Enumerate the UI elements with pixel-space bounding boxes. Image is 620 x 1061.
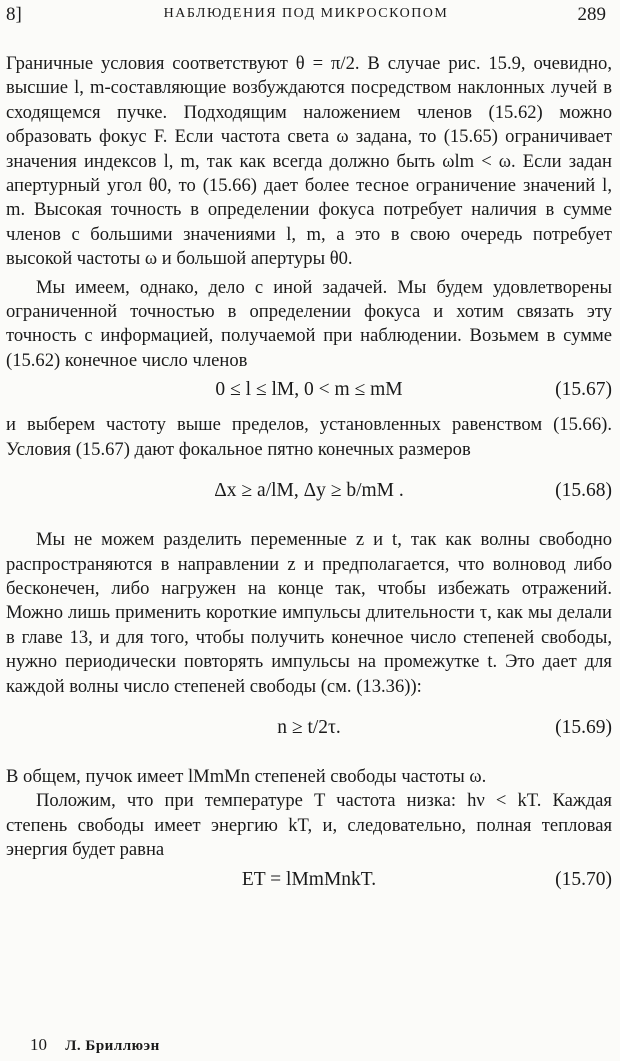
- equation-number: (15.67): [555, 379, 612, 401]
- sheet-number: 10: [30, 1035, 47, 1054]
- equation-number: (15.68): [555, 480, 612, 502]
- equation-formula: n ≥ t/2τ.: [277, 716, 341, 738]
- running-title: НАБЛЮДЕНИЯ ПОД МИКРОСКОПОМ: [163, 6, 449, 21]
- page-header: [6, 4, 606, 28]
- equation-number: (15.69): [555, 716, 612, 738]
- signature-author: Л. Бриллюэн: [65, 1038, 160, 1054]
- paragraph: и выберем частоту выше пределов, установленных равенством (15.66). Условия (15.67) дают фокальное пятно конечных размеров: [6, 414, 612, 460]
- page-body: [6, 52, 612, 903]
- equation: [6, 373, 612, 413]
- page-number: 289: [577, 4, 606, 25]
- equation: [6, 699, 612, 765]
- paragraph: Граничные условия соответствуют θ = π/2. В случае рис. 15.9, очевидно, высшие l, m-составляющие возбуждаются посредством наклонных лучей в сходящемся пучке. Подходящим наложением членов (15.62) можно образовать фокус F. Если частота света ω задана, то (15.65) ограничивает значения индексов l, m, так как всегда должно быть ωlm < ω. Если задан апертурный угол θ0, то (15.66) дает более тесное ограничение значений l, m. Высокая точность в определении фокуса потребует наличия в сумме членов с большими значениями l, m, а это в свою очередь потребует высокой частоты ω и большой апертуры θ0.: [6, 53, 612, 270]
- equation-formula: ET = lMmMnkT.: [241, 868, 377, 890]
- paragraph: Мы имеем, однако, дело с иной задачей. Мы будем удовлетворены ограниченной точностью в определении фокуса и хотим связать эту точность с информацией, получаемой при наблюдении. Возьмем в сумме (15.62) конечное число членов: [6, 276, 612, 371]
- equation-number: (15.70): [555, 868, 612, 890]
- section-marker: 8]: [6, 4, 22, 25]
- equation-formula: Δx ≥ a/lM, Δy ≥ b/mM .: [214, 480, 404, 502]
- paragraph: В общем, пучок имеет lMmMn степеней свободы частоты ω.: [6, 765, 487, 787]
- paragraph: Положим, что при температуре T частота низка: hν < kT. Каждая степень свободы имеет энергию kT, и, следовательно, полная тепловая энергия будет равна: [6, 790, 612, 861]
- paragraph: Мы не можем разделить переменные z и t, так как волны свободно распространяются в направлении z и предполагается, что волновод либо бесконечен, либо нагружен на конце так, чтобы избежать отражений. Можно лишь применить короткие импульсы длительности τ, как мы делали в главе 13, и для того, чтобы получить конечное число степеней свободы, нужно периодически повторять импульсы на промежутке t. Это дает для каждой волны число степеней свободы (см. (13.36)):: [6, 529, 612, 697]
- equation-formula: 0 ≤ l ≤ lM, 0 < m ≤ mM: [215, 379, 403, 401]
- equation: [6, 462, 612, 528]
- page-footer: [30, 1035, 160, 1055]
- equation: [6, 863, 612, 903]
